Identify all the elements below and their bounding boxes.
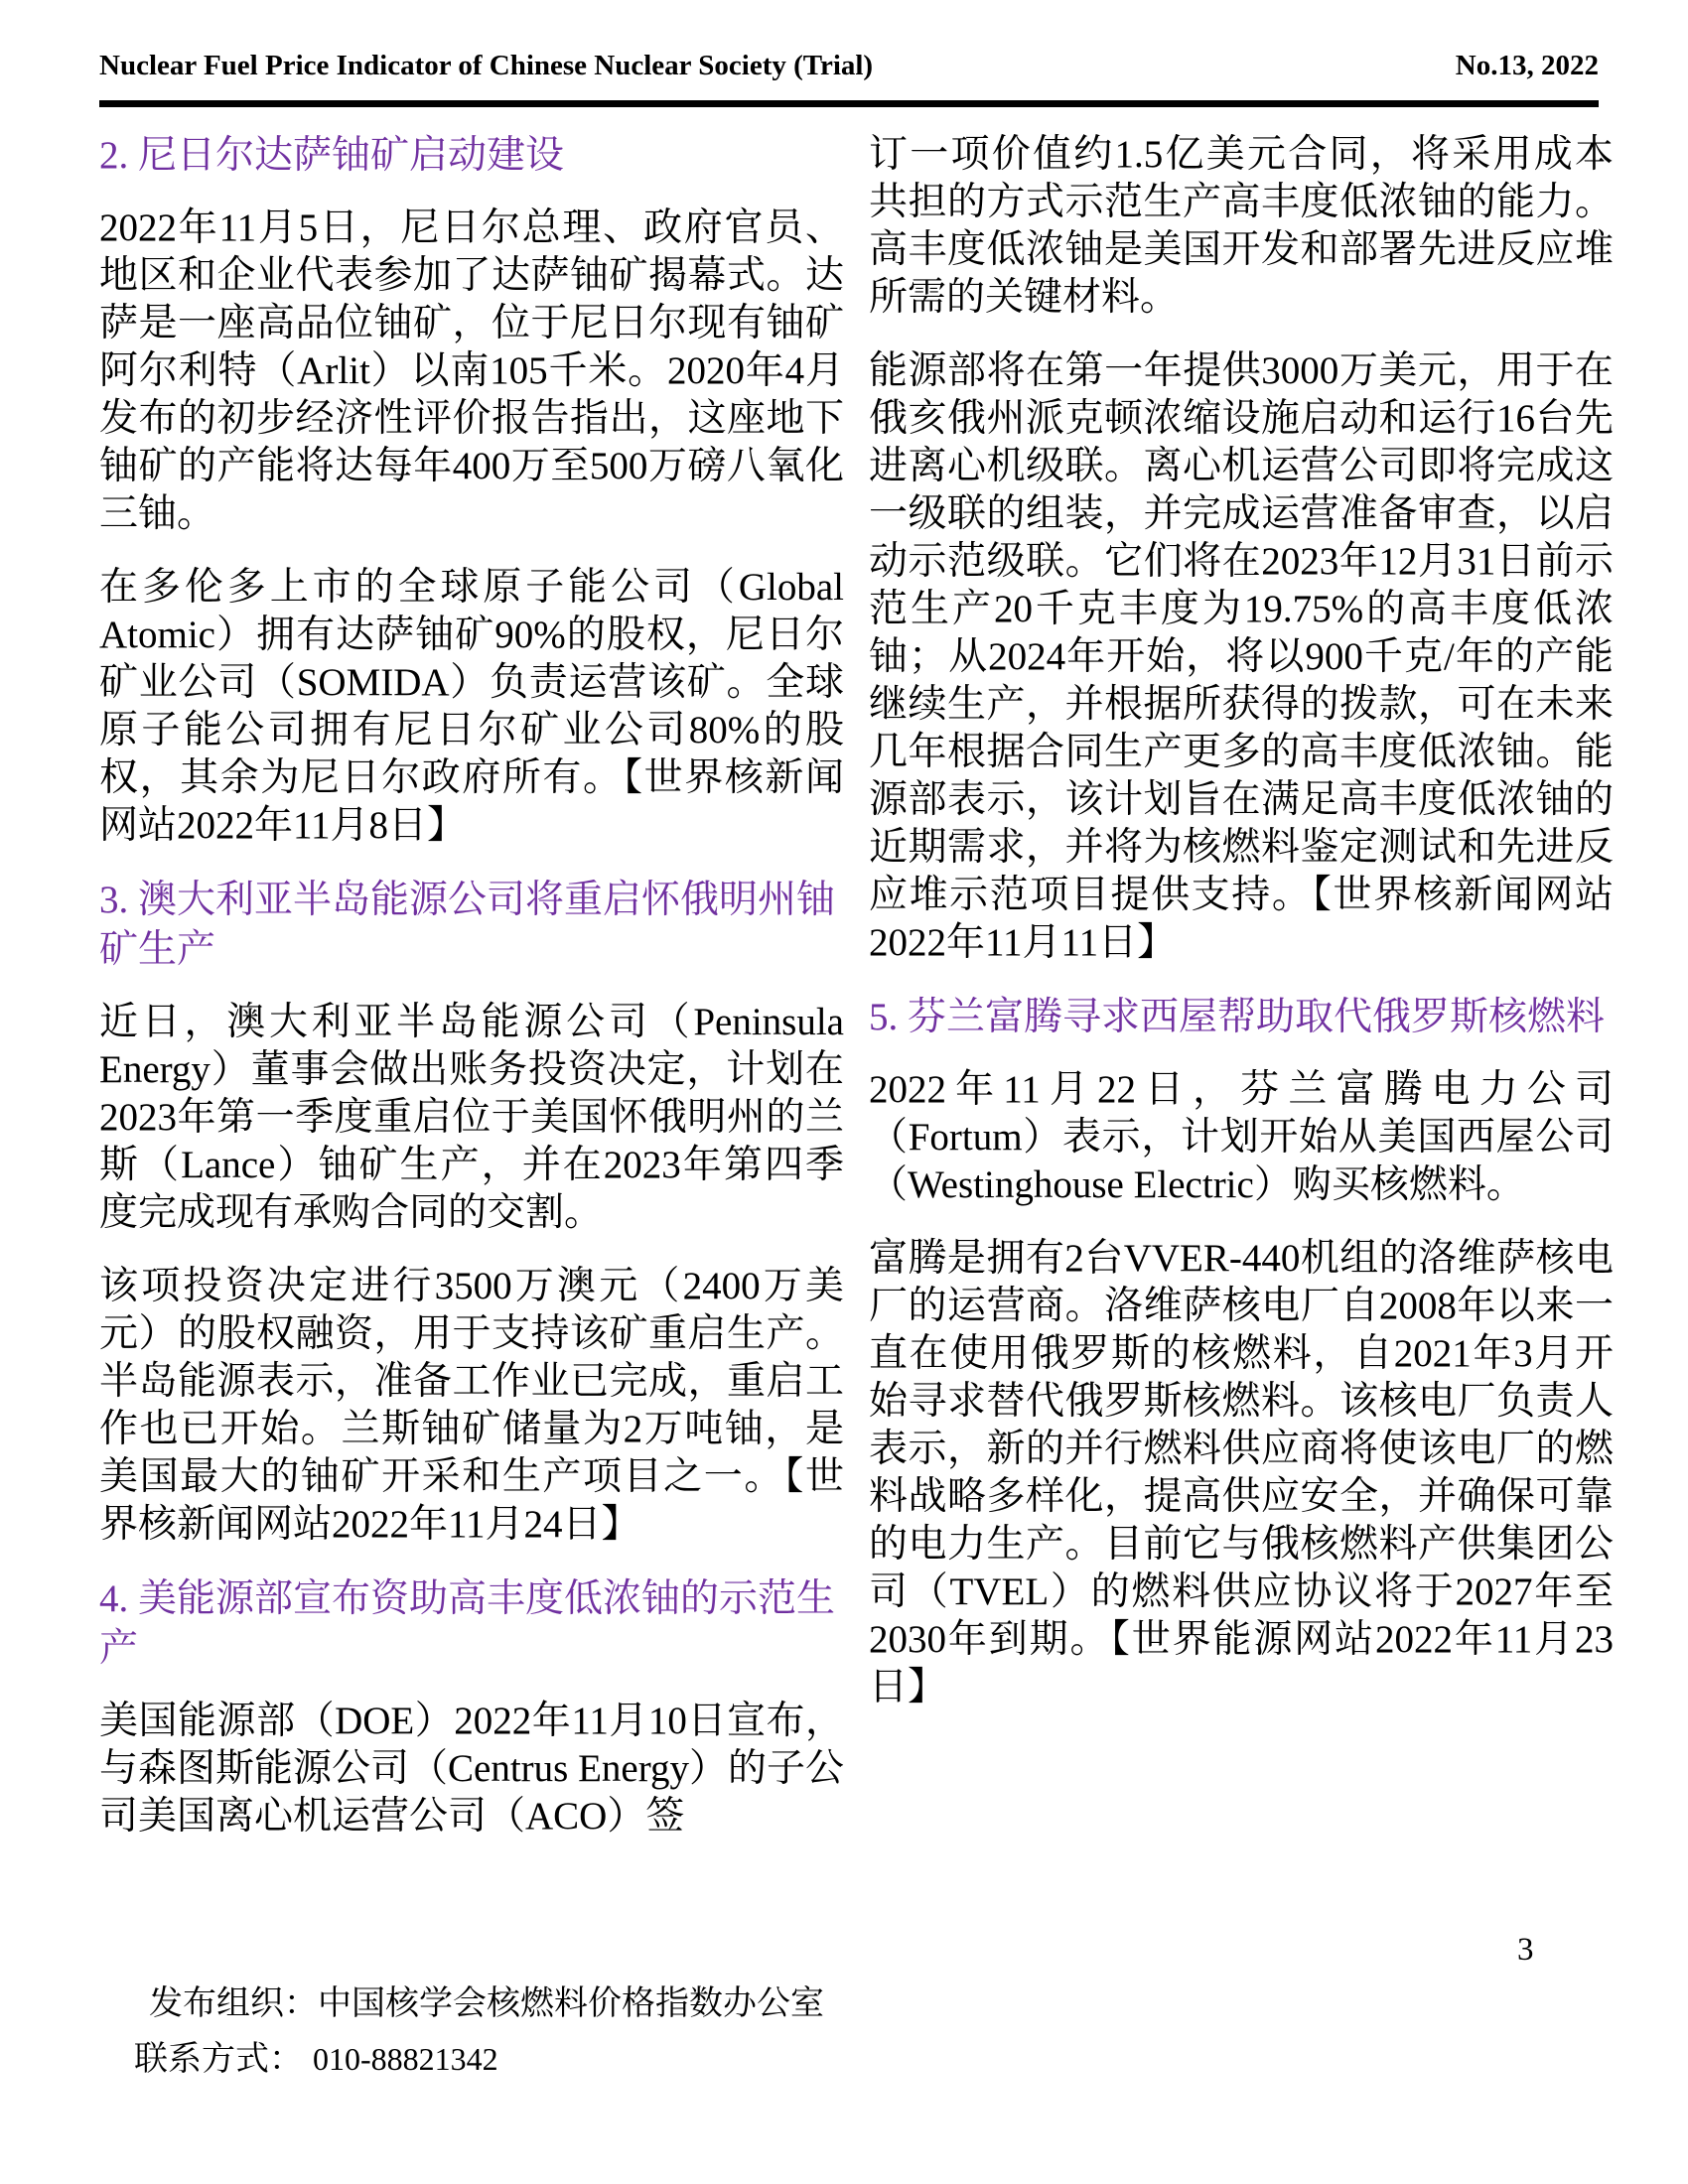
section-2-paragraph-1: 2022年11月5日，尼日尔总理、政府官员、地区和企业代表参加了达萨铀矿揭幕式。达萨是一座高品位铀矿，位于尼日尔现有铀矿阿尔利特（Arlit）以南105千米。2020年4月发布的初步经济性评价报告指出，这座地下铀矿的产能将达每年400万至500万磅八氧化三铀。 bbox=[99, 206, 844, 535]
page-header bbox=[99, 50, 1599, 82]
section-4-paragraph-2: 能源部将在第一年提供3000万美元，用于在俄亥俄州派克顿浓缩设施启动和运行16台先进离心机级联。离心机运营公司即将完成这一级联的组装，并完成运营准备审查，以启动示范级联。它们将在2023年12月31日前示范生产20千克丰度为19.75%的高丰度低浓铀；从2024年开始，将以900千克/年的产能继续生产，并根据所获得的拨款，可在未来几年根据合同生产更多的高丰度低浓铀。能源部表示，该计划旨在满足高丰度低浓铀的近期需求，并将为核燃料鉴定测试和先进反应堆示范项目提供支持。【世界核新闻网站2022年11月11日】 bbox=[869, 349, 1614, 964]
section-heading-3: 3. 澳大利亚半岛能源公司将重启怀俄明州铀矿生产 bbox=[99, 879, 836, 971]
section-3-paragraph-1: 近日，澳大利亚半岛能源公司（Peninsula Energy）董事会做出账务投资决定，计划在2023年第一季度重启位于美国怀俄明州的兰斯（Lance）铀矿生产，并在2023年第四季度完成现有承购合同的交割。 bbox=[99, 1001, 844, 1234]
section-2-paragraph-2: 在多伦多上市的全球原子能公司（Global Atomic）拥有达萨铀矿90%的股权，尼日尔矿业公司（SOMIDA）负责运营该矿。全球原子能公司拥有尼日尔矿业公司80%的股权，其余为尼日尔政府所有。【世界核新闻网站2022年11月8日】 bbox=[99, 566, 844, 847]
content-columns bbox=[99, 131, 1614, 1866]
footer-contact-phone: 010-88821342 bbox=[313, 2041, 498, 2077]
footer-contact-label: 联系方式： bbox=[134, 2040, 303, 2078]
left-column bbox=[99, 131, 844, 1866]
section-heading-2: 2. 尼日尔达萨铀矿启动建设 bbox=[99, 134, 565, 177]
section-4-paragraph-1-continued: 订一项价值约1.5亿美元合同，将采用成本共担的方式示范生产高丰度低浓铀的能力。高丰度低浓铀是美国开发和部署先进反应堆所需的关键材料。 bbox=[869, 133, 1614, 319]
right-column bbox=[869, 131, 1614, 1866]
header-rule bbox=[99, 100, 1599, 107]
page-number: 3 bbox=[1517, 1932, 1534, 1968]
section-heading-4: 4. 美能源部宣布资助高丰度低浓铀的示范生产 bbox=[99, 1577, 836, 1670]
footer-publisher-line: 发布组织：中国核学会核燃料价格指数办公室 bbox=[149, 1984, 824, 2022]
footer-contact-line bbox=[134, 2031, 498, 2080]
section-heading-5: 5. 芬兰富腾寻求西屋帮助取代俄罗斯核燃料 bbox=[869, 996, 1606, 1038]
section-3-paragraph-2: 该项投资决定进行3500万澳元（2400万美元）的股权融资，用于支持该矿重启生产。半岛能源表示，准备工作业已完成，重启工作也已开始。兰斯铀矿储量为2万吨铀，是美国最大的铀矿开采和生产项目之一。【世界核新闻网站2022年11月24日】 bbox=[99, 1265, 844, 1546]
section-5-paragraph-1: 2022年11月22日，芬兰富腾电力公司（Fortum）表示，计划开始从美国西屋公司（Westinghouse Electric）购买核燃料。 bbox=[869, 1068, 1614, 1206]
section-4-paragraph-1: 美国能源部（DOE）2022年11月10日宣布，与森图斯能源公司（Centrus Energy）的子公司美国离心机运营公司（ACO）签 bbox=[99, 1700, 844, 1838]
section-5-paragraph-2: 富腾是拥有2台VVER-440机组的洛维萨核电厂的运营商。洛维萨核电厂自2008年以来一直在使用俄罗斯的核燃料，自2021年3月开始寻求替代俄罗斯核燃料。该核电厂负责人表示，新的并行燃料供应商将使该电厂的燃料战略多样化，提高供应安全，并确保可靠的电力生产。目前它与俄核燃料产供集团公司（TVEL）的燃料供应协议将于2027年至2030年到期。【世界能源网站2022年11月23日】 bbox=[869, 1237, 1614, 1708]
header-title: Nuclear Fuel Price Indicator of Chinese Nuclear Society (Trial) bbox=[99, 50, 874, 81]
header-issue-number: No.13, 2022 bbox=[1455, 50, 1599, 81]
